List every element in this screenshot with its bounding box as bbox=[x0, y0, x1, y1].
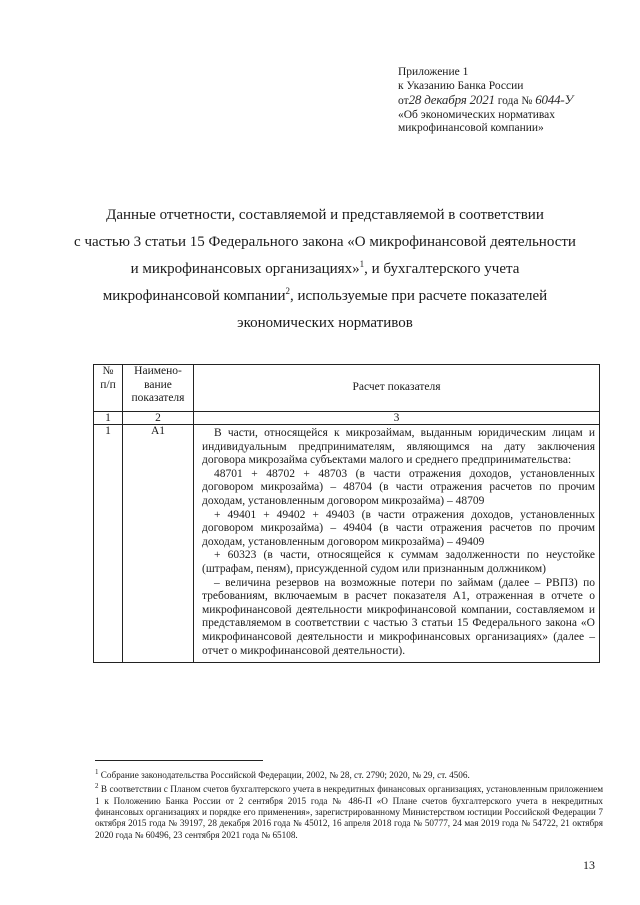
title-line-2: с частью 3 статьи 15 Федерального закона «О микрофинансовой деятельности bbox=[74, 234, 576, 250]
appendix-handwritten-date: 28 декабря 2021 bbox=[408, 92, 495, 108]
header-name-line-1: Наимено- bbox=[134, 365, 182, 377]
footnote-2-text: В соответствии с Планом счетов бухгалтерского учета в некредитных финансовых организациях, установленным приложением 1 к Положению Банка России от 2 сентября 2015 года № 486-П «О Плане счетов бухгалтерского учета в некредитных финансовых организациях и порядке его применения», зарегистрированному Министерством юстиции Российской Федерации 7 октября 2015 года № 39197, 28 декабря 2016 года № 45012, 16 апреля 2018 года № 50777, 24 мая 2019 года № 54722, 21 октября 2020 года № 60496, 23 сентября 2021 года № 65108. bbox=[95, 784, 604, 840]
title-line-4-text: микрофинансовой компании bbox=[102, 288, 286, 304]
calc-paragraph: В части, относящейся к микрозаймам, выданным юридическим лицам и индивидуальным предпринимателям, являющимся на дату заключения договора микрозайма субъектами малого и среднего предпринимательства: bbox=[202, 427, 595, 467]
footnote-1-text: Собрание законодательства Российской Федерации, 2002, № 28, ст. 2790; 2020, № 29, ст. 4506. bbox=[100, 770, 470, 781]
table-header-row bbox=[94, 365, 600, 412]
column-number-1: 1 bbox=[94, 412, 123, 425]
header-number bbox=[94, 365, 123, 412]
header-name bbox=[123, 365, 194, 412]
column-number-row bbox=[94, 412, 600, 425]
title-line-3-text: и микрофинансовых организациях» bbox=[130, 261, 360, 277]
header-number-line-1: № bbox=[102, 365, 114, 377]
calc-paragraph: + 60323 (в части, относящейся к суммам задолженности по неустойке (штрафам, пеням), присужденной судом или признанным должником) bbox=[202, 549, 595, 575]
footnotes bbox=[95, 767, 603, 841]
column-number-2: 2 bbox=[123, 412, 194, 425]
calc-paragraph: + 49401 + 49402 + 49403 (в части отражения доходов, установленных договором микрозайма) – 49404 (в части отражения расчетов по прочим доходам, установленным договором микрозайма) – 49409 bbox=[202, 508, 595, 548]
footnote-2 bbox=[95, 781, 603, 841]
calc-paragraph: 48701 + 48702 + 48703 (в части отражения доходов, установленных договором микрозайма) – 48704 (в части отражения расчетов по прочим доходам, установленным договором микрозайма) – 48709 bbox=[202, 467, 595, 507]
calc-paragraph: – величина резервов на возможные потери по займам (далее – РВПЗ) по требованиям, включаемым в расчет показателя А1, отраженная в отчете о микрофинансовой деятельности микрофинансовой компании, составляемом и представляемом в соответствии с частью 3 статьи 15 Федерального закона «О микрофинансовой деятельности и микрофинансовых организациях» (далее – отчет о микрофинансовой деятельности). bbox=[202, 576, 595, 657]
footnote-1 bbox=[95, 767, 603, 781]
title-line-3 bbox=[60, 256, 590, 283]
header-number-line-2: п/п bbox=[100, 378, 116, 391]
indicator-calculation bbox=[194, 425, 600, 663]
column-number-3: 3 bbox=[194, 412, 600, 425]
title-line-4-tail: , используемые при расчете показателей bbox=[289, 288, 548, 304]
row-number: 1 bbox=[94, 425, 123, 663]
table-row bbox=[94, 425, 600, 663]
appendix-date-line bbox=[398, 93, 628, 109]
appendix-document-title-2: микрофинансовой компании» bbox=[398, 122, 544, 135]
footnote-divider bbox=[95, 760, 263, 761]
page-title bbox=[60, 202, 590, 337]
title-line-5: экономических нормативов bbox=[237, 315, 413, 331]
indicator-name: А1 bbox=[123, 425, 194, 663]
footnote-2-mark: 2 bbox=[95, 782, 99, 791]
appendix-reference: к Указанию Банка России bbox=[398, 79, 524, 92]
appendix-label: Приложение 1 bbox=[398, 66, 469, 78]
page-number: 13 bbox=[583, 858, 595, 872]
title-line-4 bbox=[60, 283, 590, 310]
footnote-1-mark: 1 bbox=[95, 768, 99, 776]
header-calculation: Расчет показателя bbox=[194, 365, 600, 412]
appendix-header bbox=[398, 66, 628, 136]
footnote-ref-2: 2 bbox=[285, 286, 290, 296]
header-name-line-2: вание bbox=[144, 378, 172, 391]
header-name-line-3: показателя bbox=[131, 392, 185, 405]
appendix-year-number-label: года № bbox=[497, 95, 533, 108]
indicator-table bbox=[93, 364, 600, 663]
title-line-1: Данные отчетности, составляемой и представляемой в соответствии bbox=[106, 207, 544, 223]
title-line-3-tail: , и бухгалтерского учета bbox=[364, 261, 520, 277]
appendix-handwritten-number: 6044-У bbox=[535, 92, 574, 108]
appendix-date-prefix: от bbox=[398, 95, 409, 108]
footnote-ref-1: 1 bbox=[359, 259, 365, 269]
appendix-document-title-1: «Об экономических нормативах bbox=[398, 108, 556, 121]
